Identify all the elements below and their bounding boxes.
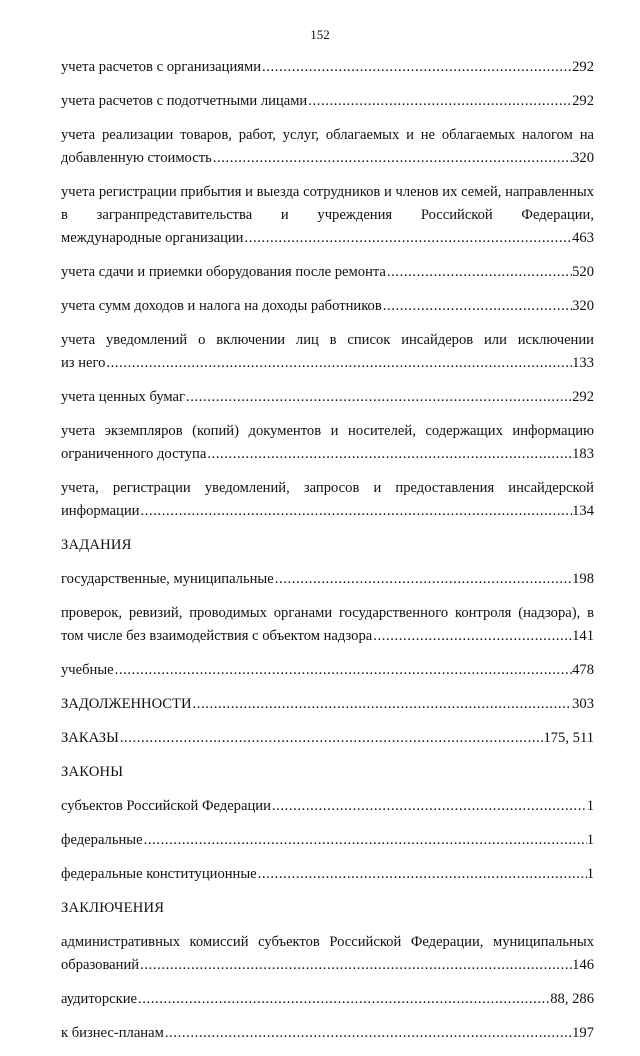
entry-text: учета регистрации прибытия и выезда сотрудников и членов их семей, направленных в загранпредставительства и учреждения Российской Федерации,	[61, 184, 594, 223]
entry-term: федеральные конституционные	[61, 866, 257, 882]
entry-page-ref: 1	[586, 866, 594, 882]
dot-leader	[119, 727, 544, 750]
dot-leader	[244, 227, 573, 250]
entry-term: ЗАКАЗЫ	[61, 730, 119, 746]
entry-term: федеральные	[61, 832, 143, 848]
entry-term: учебные	[61, 662, 114, 678]
dot-leader	[206, 443, 572, 466]
index-entry	[61, 477, 594, 523]
entry-page-ref: 478	[572, 662, 594, 678]
entry-term: ЗАДОЛЖЕННОСТИ	[61, 696, 192, 712]
index-entry	[61, 420, 594, 466]
entry-term: учета сумм доходов и налога на доходы работников	[61, 298, 382, 314]
index-entry	[61, 261, 594, 284]
index-heading: ЗАКЛЮЧЕНИЯ	[61, 900, 165, 916]
entry-term: учета сдачи и приемки оборудования после ремонта	[61, 264, 386, 280]
entry-page-ref: 134	[572, 503, 594, 519]
entry-page-ref: 1	[586, 798, 594, 814]
index-entry	[61, 727, 594, 750]
index-entry	[61, 795, 594, 818]
index-heading: ЗАКОНЫ	[61, 764, 124, 780]
entry-page-ref: 88, 286	[550, 991, 594, 1007]
entry-page-ref: 320	[572, 150, 594, 166]
entry-page-ref: 520	[572, 264, 594, 280]
index-entry	[61, 693, 594, 716]
entry-term: государственные, муниципальные	[61, 571, 274, 587]
entry-page-ref: 292	[572, 59, 594, 75]
entry-page-ref: 463	[572, 230, 594, 246]
entry-text: административных комиссий субъектов Российской Федерации, муниципальных	[61, 934, 594, 950]
dot-leader	[164, 1022, 572, 1045]
entry-page-ref: 183	[572, 446, 594, 462]
dot-leader	[261, 56, 572, 79]
index-entry	[61, 295, 594, 318]
dot-leader	[372, 625, 572, 648]
dot-leader	[139, 954, 572, 977]
dot-leader	[185, 386, 572, 409]
entry-text: учета экземпляров (копий) документов и носителей, содержащих информацию	[61, 423, 594, 439]
entry-page-ref: 198	[572, 571, 594, 587]
subject-index	[61, 56, 594, 1056]
dot-leader	[137, 988, 550, 1011]
entry-text: учета уведомлений о включении лиц в список инсайдеров или исключении	[61, 332, 594, 348]
dot-leader	[114, 659, 572, 682]
entry-page-ref: 146	[572, 957, 594, 973]
index-entry	[61, 602, 594, 648]
entry-page-ref: 292	[572, 389, 594, 405]
dot-leader	[212, 147, 572, 170]
index-entry	[61, 90, 594, 113]
entry-term: образований	[61, 957, 140, 973]
index-entry	[61, 56, 594, 79]
entry-term: субъектов Российской Федерации	[61, 798, 271, 814]
entry-page-ref: 1	[586, 832, 594, 848]
entry-page-ref: 175, 511	[543, 730, 594, 746]
index-entry	[61, 659, 594, 682]
entry-term: добавленную стоимость	[61, 150, 212, 166]
dot-leader	[140, 500, 573, 523]
dot-leader	[257, 863, 587, 886]
index-heading: ЗАДАНИЯ	[61, 537, 132, 553]
entry-term: учета расчетов с организациями	[61, 59, 262, 75]
index-entry	[61, 124, 594, 170]
dot-leader	[192, 693, 573, 716]
index-entry	[61, 1022, 594, 1045]
entry-term: информации	[61, 503, 140, 519]
index-entry	[61, 568, 594, 591]
entry-term: аудиторские	[61, 991, 137, 1007]
entry-page-ref: 292	[572, 93, 594, 109]
dot-leader	[274, 568, 572, 591]
index-entry	[61, 329, 594, 375]
index-entry	[61, 829, 594, 852]
entry-term: том числе без взаимодействия с объектом надзора	[61, 628, 373, 644]
entry-text: проверок, ревизий, проводимых органами государственного контроля (надзора), в	[61, 605, 594, 621]
index-entry	[61, 931, 594, 977]
entry-page-ref: 320	[572, 298, 594, 314]
entry-page-ref: 141	[572, 628, 594, 644]
entry-text: учета, регистрации уведомлений, запросов и предоставления инсайдерской	[61, 480, 594, 496]
entry-term: учета ценных бумаг	[61, 389, 186, 405]
page-number: 152	[310, 27, 330, 42]
entry-term: к бизнес-планам	[61, 1025, 164, 1041]
dot-leader	[307, 90, 572, 113]
dot-leader	[105, 352, 572, 375]
index-entry	[61, 181, 594, 250]
entry-term: учета расчетов с подотчетными лицами	[61, 93, 308, 109]
dot-leader	[382, 295, 572, 318]
index-entry	[61, 863, 594, 886]
dot-leader	[143, 829, 587, 852]
index-entry	[61, 386, 594, 409]
entry-term: из него	[61, 355, 106, 371]
entry-page-ref: 133	[572, 355, 594, 371]
dot-leader	[271, 795, 587, 818]
dot-leader	[386, 261, 572, 284]
index-entry	[61, 988, 594, 1011]
entry-term: международные организации	[61, 230, 244, 246]
entry-page-ref: 197	[572, 1025, 594, 1041]
entry-page-ref: 303	[572, 696, 594, 712]
entry-term: ограниченного доступа	[61, 446, 207, 462]
entry-text: учета реализации товаров, работ, услуг, облагаемых и не облагаемых налогом на	[61, 127, 594, 143]
